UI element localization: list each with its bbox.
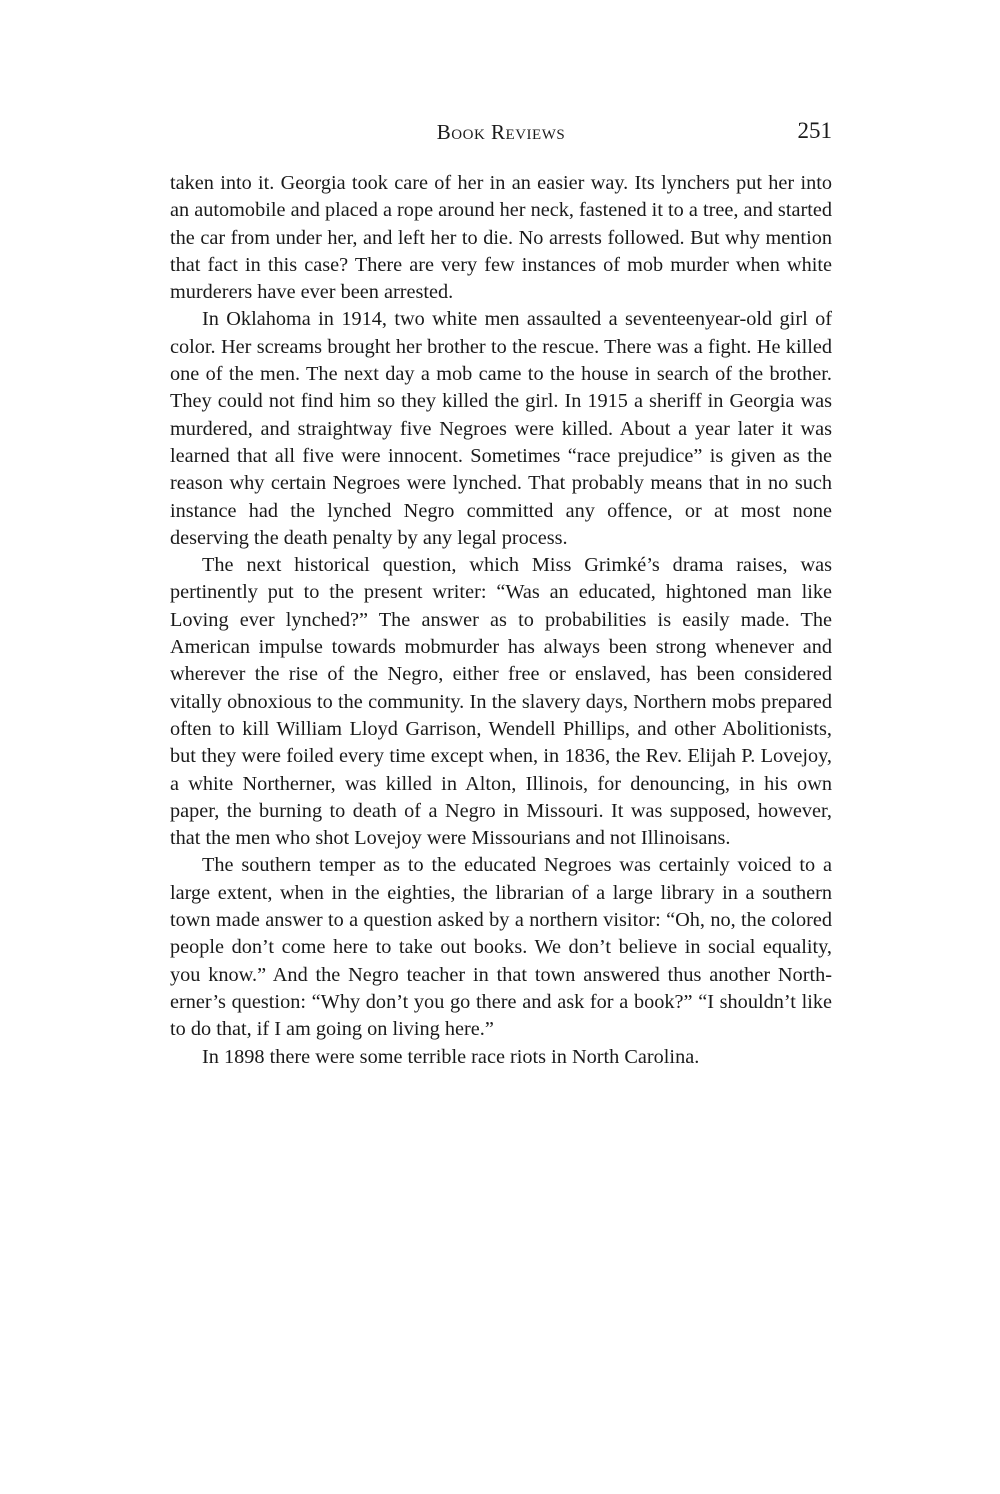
page-number: 251: [797, 118, 832, 143]
paragraph-southern-temper: The southern temper as to the educated Negroes was certainly voiced to a large extent, when in the eighties, the librarian of a large library in a southern town made answer to a question asked by a northern visitor: “Oh, no, the colored people don’t come here to take out books. We don’t believe in social equality, you know.” And the Negro teacher in that town answered thus another Northerner’s question: “Why don’t you go there and ask for a book?” “I shouldn’t like to do that, if I am going on living here.”: [170, 854, 832, 1041]
running-title: Book Reviews: [436, 120, 566, 144]
body-text: [170, 170, 832, 1071]
paragraph-continued: taken into it. Georgia took care of her in an easier way. Its lynchers put her into an automobile and placed a rope around her neck, fastened it to a tree, and started the car from under her, and left her to die. No arrests followed. But why mention that fact in this case? There are very few instances of mob murder when white murderers have ever been arrested.: [170, 172, 832, 304]
paragraph-historical-question: The next historical question, which Miss Grimké’s drama raises, was pertinently put to the present writer: “Was an educated, hightoned man like Loving ever lynched?” The answer as to probabilities is easily made. The American impulse towards mobmurder has always been strong whenever and wherever the rise of the Negro, either free or enslaved, has been considered vitally obnoxious to the community. In the slavery days, Northern mobs prepared often to kill William Lloyd Garrison, Wendell Phillips, and other Abolitionists, but they were foiled every time except when, in 1836, the Rev. Elijah P. Lovejoy, a white Northerner, was killed in Alton, Illinois, for denouncing, in his own paper, the burning to death of a Negro in Missouri. It was supposed, however, that the men who shot Lovejoy were Missourians and not Illinoisans.: [170, 554, 832, 850]
paragraph-north-carolina: In 1898 there were some terrible race riots in North Carolina.: [202, 1045, 700, 1068]
paragraph-oklahoma: In Oklahoma in 1914, two white men assaulted a seventeenyear-old girl of color. Her screams brought her brother to the rescue. There was a fight. He killed one of the men. The next day a mob came to the house in search of the brother. They could not find him so they killed the girl. In 1915 a sheriff in Georgia was murdered, and straightway five Negroes were killed. About a year later it was learned that all five were innocent. Sometimes “race prejudice” is given as the reason why certain Negroes were lynched. That probably means that in no such instance had the lynched Negro committed any offence, or at most none deserving the death penalty by any legal process.: [170, 308, 832, 549]
running-head: [170, 118, 832, 150]
